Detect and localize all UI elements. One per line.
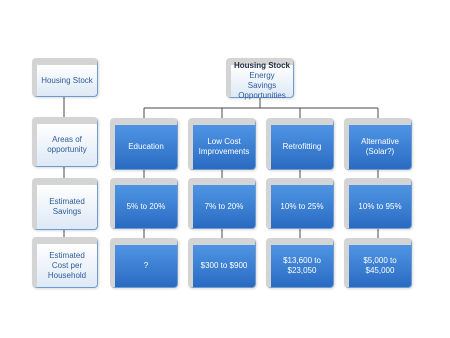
column-node-alternative [344, 118, 412, 170]
savings-text: 10% to 25% [280, 201, 324, 211]
column-name-text: Education [128, 142, 164, 151]
cost-text: $13,600 to $23,050 [283, 256, 321, 275]
column-node-low-cost [188, 118, 256, 170]
cost-text: $300 to $900 [200, 261, 248, 270]
savings-node-alternative [344, 178, 412, 229]
label-areas-text: Areas of opportunity [47, 135, 87, 154]
label-areas-of-opportunity [32, 117, 98, 167]
cost-node-retrofitting [266, 238, 334, 288]
column-node-retrofitting [266, 118, 334, 170]
label-estimated-cost [32, 237, 98, 288]
root-subtitle: Energy Savings Opportunities [238, 71, 286, 100]
cost-node-low-cost [188, 238, 256, 288]
label-housing-stock-text: Housing Stock [41, 75, 93, 85]
cost-text: $5,000 to $45,000 [363, 256, 397, 275]
label-estimated-savings [32, 178, 98, 230]
cost-text: ? [143, 261, 149, 270]
cost-node-education [110, 238, 178, 288]
column-name-text: Retrofitting [282, 142, 322, 151]
root-title: Housing Stock [234, 61, 291, 70]
column-name-text: Low Cost Improvements [198, 137, 250, 156]
column-name-text: Alternative (Solar?) [361, 137, 399, 156]
label-savings-text: Estimated Savings [49, 197, 85, 216]
label-cost-text: Estimated Cost per Household [47, 250, 87, 280]
column-node-education [110, 118, 178, 170]
root-node [226, 58, 294, 98]
savings-node-education [110, 178, 178, 229]
label-housing-stock [32, 58, 98, 97]
cost-node-alternative [344, 238, 412, 288]
savings-node-low-cost [188, 178, 256, 229]
savings-text: 10% to 95% [358, 201, 402, 211]
savings-node-retrofitting [266, 178, 334, 229]
savings-text: 7% to 20% [204, 201, 244, 211]
savings-text: 5% to 20% [126, 201, 166, 211]
